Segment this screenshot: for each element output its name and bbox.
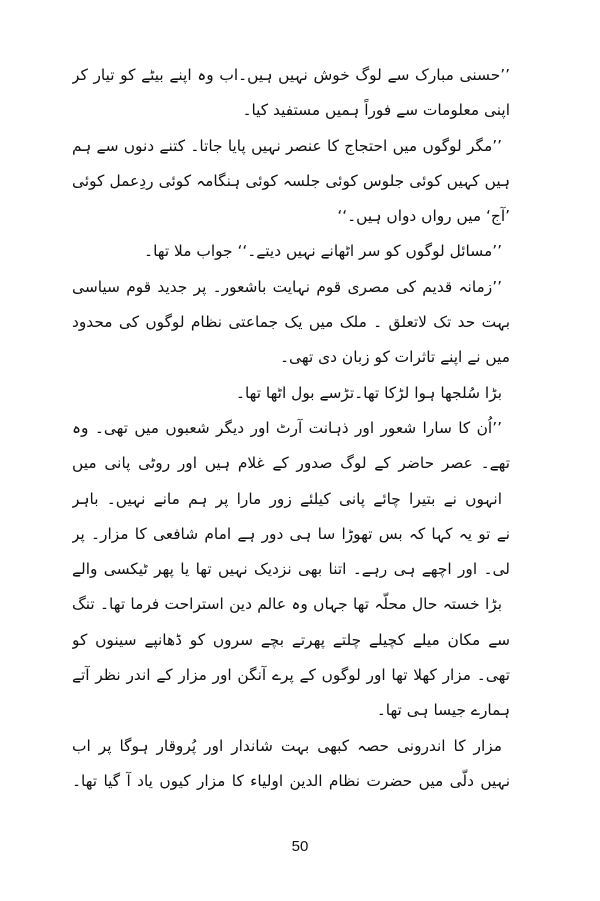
text-line-15: لی۔ اور اچھے ہی رہے۔ اتنا بھی نزدیک نہیں تھا یا پھر ٹیکسی والے bbox=[72, 560, 510, 579]
text-line-1: ’’حسنی مبارک سے لوگ خوش نہیں ہیں۔اب وہ اپنے بیٹے کو تیار کر bbox=[72, 66, 510, 84]
text-line-10: بڑا سُلجھا ہوا لڑکا تھا۔تڑسے بول اٹھا تھا۔ bbox=[235, 383, 502, 402]
text-line-5: ’آج‘ میں رواں دواں ہیں۔‘‘ bbox=[337, 207, 510, 226]
page-number: 50 bbox=[291, 838, 309, 855]
text-line-17: سے مکان میلے کچیلے چلتے پھرتے بچے سروں کو ڈھانپے سینوں کو bbox=[72, 630, 510, 649]
text-line-9: میں نے اپنے تاثرات کو زبان دی تھی۔ bbox=[280, 348, 510, 367]
text-line-7: ’’زمانہ قدیم کی مصری قوم نہایت باشعور۔ پر جدید قوم سیاسی bbox=[72, 277, 502, 296]
text-line-4: ہیں کہیں کوئی جلوس کوئی جلسہ کوئی ہنگامہ کوئی ردِعمل کوئی bbox=[72, 171, 510, 190]
text-line-12: تھے۔ عصر حاضر کے لوگ صدور کے غلام ہیں اور روٹی پانی میں bbox=[72, 454, 510, 473]
text-line-13: انہوں نے بتیرا چائے پانی کیلئے زور مارا پر ہم مانے نہیں۔ باہر bbox=[72, 489, 502, 508]
urdu-text-body bbox=[72, 58, 510, 799]
text-line-16: بڑا خستہ حال محلّہ تھا جہاں وہ عالم دین استراحت فرما تھا۔ تنگ bbox=[72, 595, 502, 614]
text-line-3: ’’مگر لوگوں میں احتجاج کا عنصر نہیں پایا جاتا۔ کتنے دنوں سے ہم bbox=[72, 136, 502, 155]
text-line-14: نے تو یہ کہا کہ بس تھوڑا سا ہی دور ہے امام شافعی کا مزار۔ پر bbox=[72, 524, 510, 543]
text-line-20: مزار کا اندرونی حصہ کبھی بہت شاندار اور پُروقار ہوگا پر اب bbox=[72, 736, 502, 755]
text-line-21: نہیں دلّی میں حضرت نظام الدین اولیاء کا مزار کیوں یاد آ گیا تھا۔ bbox=[72, 771, 510, 790]
text-line-11: ’’اُن کا سارا شعور اور ذہانت آرٹ اور دیگر شعبوں میں تھی۔ وہ bbox=[72, 418, 502, 437]
text-line-19: ہمارے جیسا ہی تھا۔ bbox=[376, 701, 510, 720]
text-line-18: تھی۔ مزار کھلا تھا اور لوگوں کے پرے آنگن اور مزار کے اندر نظر آتے bbox=[72, 666, 510, 685]
text-line-6: ’’مسائل لوگوں کو سر اٹھانے نہیں دیتے۔‘‘ جواب ملا تھا۔ bbox=[144, 242, 502, 261]
text-line-8: بہت حد تک لاتعلق ۔ ملک میں یک جماعتی نظام لوگوں کی محدود bbox=[72, 313, 510, 332]
text-line-2: اپنی معلومات سے فوراً ہمیں مستفید کیا۔ bbox=[242, 101, 510, 120]
